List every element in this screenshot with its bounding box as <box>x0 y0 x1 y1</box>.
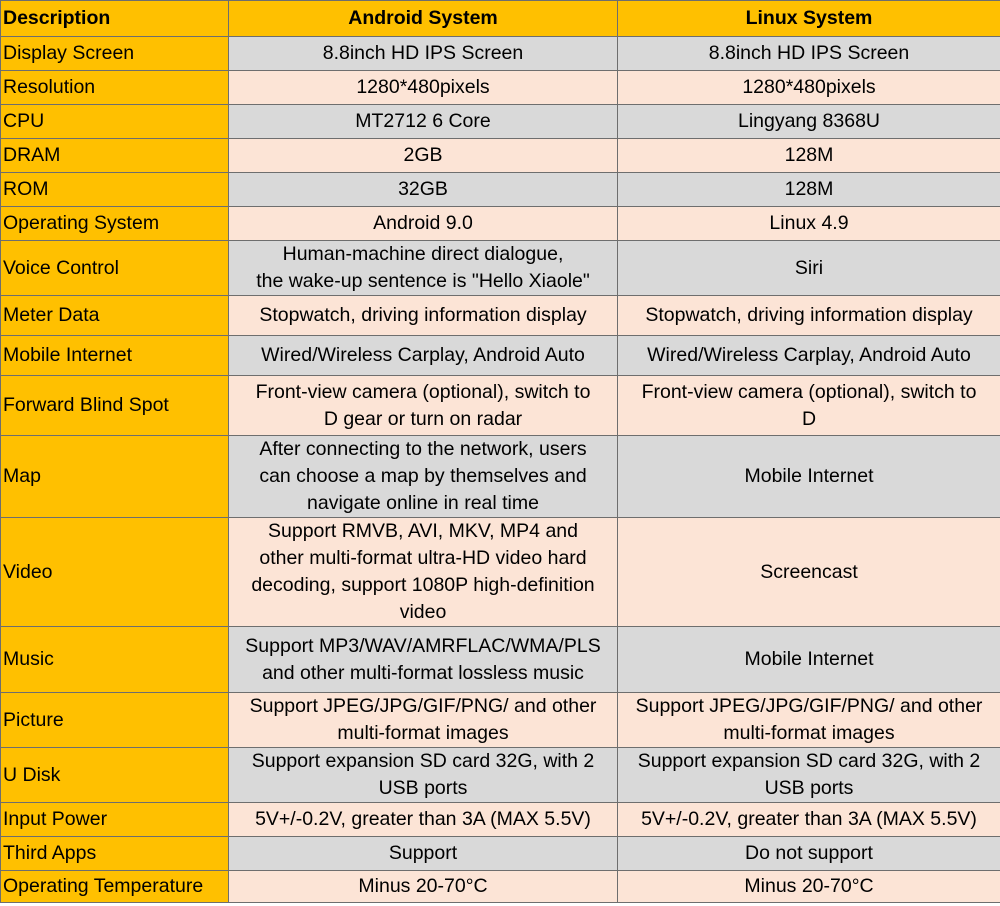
android-value: 32GB <box>229 173 618 207</box>
table-row <box>1 71 1000 105</box>
table-row <box>1 803 1000 837</box>
android-value: 2GB <box>229 139 618 173</box>
android-value: Support expansion SD card 32G, with 2 USB ports <box>229 748 618 803</box>
row-label: Input Power <box>1 803 229 837</box>
table-row <box>1 748 1000 803</box>
row-label: Meter Data <box>1 296 229 336</box>
table-row <box>1 296 1000 336</box>
android-value: Front-view camera (optional), switch to D gear or turn on radar <box>229 376 618 436</box>
linux-value: 5V+/-0.2V, greater than 3A (MAX 5.5V) <box>618 803 1000 837</box>
row-label: Mobile Internet <box>1 336 229 376</box>
header-android-system: Android System <box>229 1 618 37</box>
linux-value: Front-view camera (optional), switch to D <box>618 376 1000 436</box>
linux-value: Support JPEG/JPG/GIF/PNG/ and other multi-format images <box>618 693 1000 748</box>
android-value: 1280*480pixels <box>229 71 618 105</box>
row-label: Forward Blind Spot <box>1 376 229 436</box>
linux-value: Wired/Wireless Carplay, Android Auto <box>618 336 1000 376</box>
android-value: After connecting to the network, users can choose a map by themselves and navigate online in real time <box>229 436 618 518</box>
table-row <box>1 139 1000 173</box>
row-label: U Disk <box>1 748 229 803</box>
linux-value: Screencast <box>618 518 1000 627</box>
row-label: Video <box>1 518 229 627</box>
table-row <box>1 376 1000 436</box>
android-value: Minus 20-70°C <box>229 871 618 903</box>
android-value: 5V+/-0.2V, greater than 3A (MAX 5.5V) <box>229 803 618 837</box>
table-row <box>1 436 1000 518</box>
table-row <box>1 105 1000 139</box>
linux-value: Lingyang 8368U <box>618 105 1000 139</box>
header-linux-system: Linux System <box>618 1 1000 37</box>
linux-value: 128M <box>618 173 1000 207</box>
row-label: Map <box>1 436 229 518</box>
table-row <box>1 871 1000 903</box>
android-value: Stopwatch, driving information display <box>229 296 618 336</box>
row-label: Display Screen <box>1 37 229 71</box>
android-value: Support JPEG/JPG/GIF/PNG/ and other multi-format images <box>229 693 618 748</box>
table-row <box>1 37 1000 71</box>
android-value: Support <box>229 837 618 871</box>
header-description: Description <box>1 1 229 37</box>
row-label: Music <box>1 627 229 693</box>
linux-value: Linux 4.9 <box>618 207 1000 241</box>
android-value: Human-machine direct dialogue, the wake-up sentence is "Hello Xiaole" <box>229 241 618 296</box>
android-value: Support RMVB, AVI, MKV, MP4 and other multi-format ultra-HD video hard decoding, support 1080P high-definition video <box>229 518 618 627</box>
linux-value: Mobile Internet <box>618 436 1000 518</box>
table-row <box>1 336 1000 376</box>
linux-value: 1280*480pixels <box>618 71 1000 105</box>
table-row <box>1 518 1000 627</box>
android-value: Support MP3/WAV/AMRFLAC/WMA/PLS and other multi-format lossless music <box>229 627 618 693</box>
row-label: Picture <box>1 693 229 748</box>
row-label: ROM <box>1 173 229 207</box>
table-row <box>1 241 1000 296</box>
row-label: Resolution <box>1 71 229 105</box>
row-label: Third Apps <box>1 837 229 871</box>
linux-value: Mobile Internet <box>618 627 1000 693</box>
table-row <box>1 173 1000 207</box>
row-label: DRAM <box>1 139 229 173</box>
linux-value: Do not support <box>618 837 1000 871</box>
android-value: 8.8inch HD IPS Screen <box>229 37 618 71</box>
table-row <box>1 693 1000 748</box>
row-label: Operating System <box>1 207 229 241</box>
row-label: Operating Temperature <box>1 871 229 903</box>
android-value: MT2712 6 Core <box>229 105 618 139</box>
table-body <box>1 37 1000 903</box>
linux-value: 8.8inch HD IPS Screen <box>618 37 1000 71</box>
table-row <box>1 627 1000 693</box>
row-label: CPU <box>1 105 229 139</box>
android-value: Android 9.0 <box>229 207 618 241</box>
table-row <box>1 207 1000 241</box>
linux-value: Support expansion SD card 32G, with 2 USB ports <box>618 748 1000 803</box>
linux-value: Stopwatch, driving information display <box>618 296 1000 336</box>
row-label: Voice Control <box>1 241 229 296</box>
linux-value: 128M <box>618 139 1000 173</box>
linux-value: Siri <box>618 241 1000 296</box>
linux-value: Minus 20-70°C <box>618 871 1000 903</box>
table-row <box>1 837 1000 871</box>
header-row <box>1 1 1000 37</box>
android-value: Wired/Wireless Carplay, Android Auto <box>229 336 618 376</box>
